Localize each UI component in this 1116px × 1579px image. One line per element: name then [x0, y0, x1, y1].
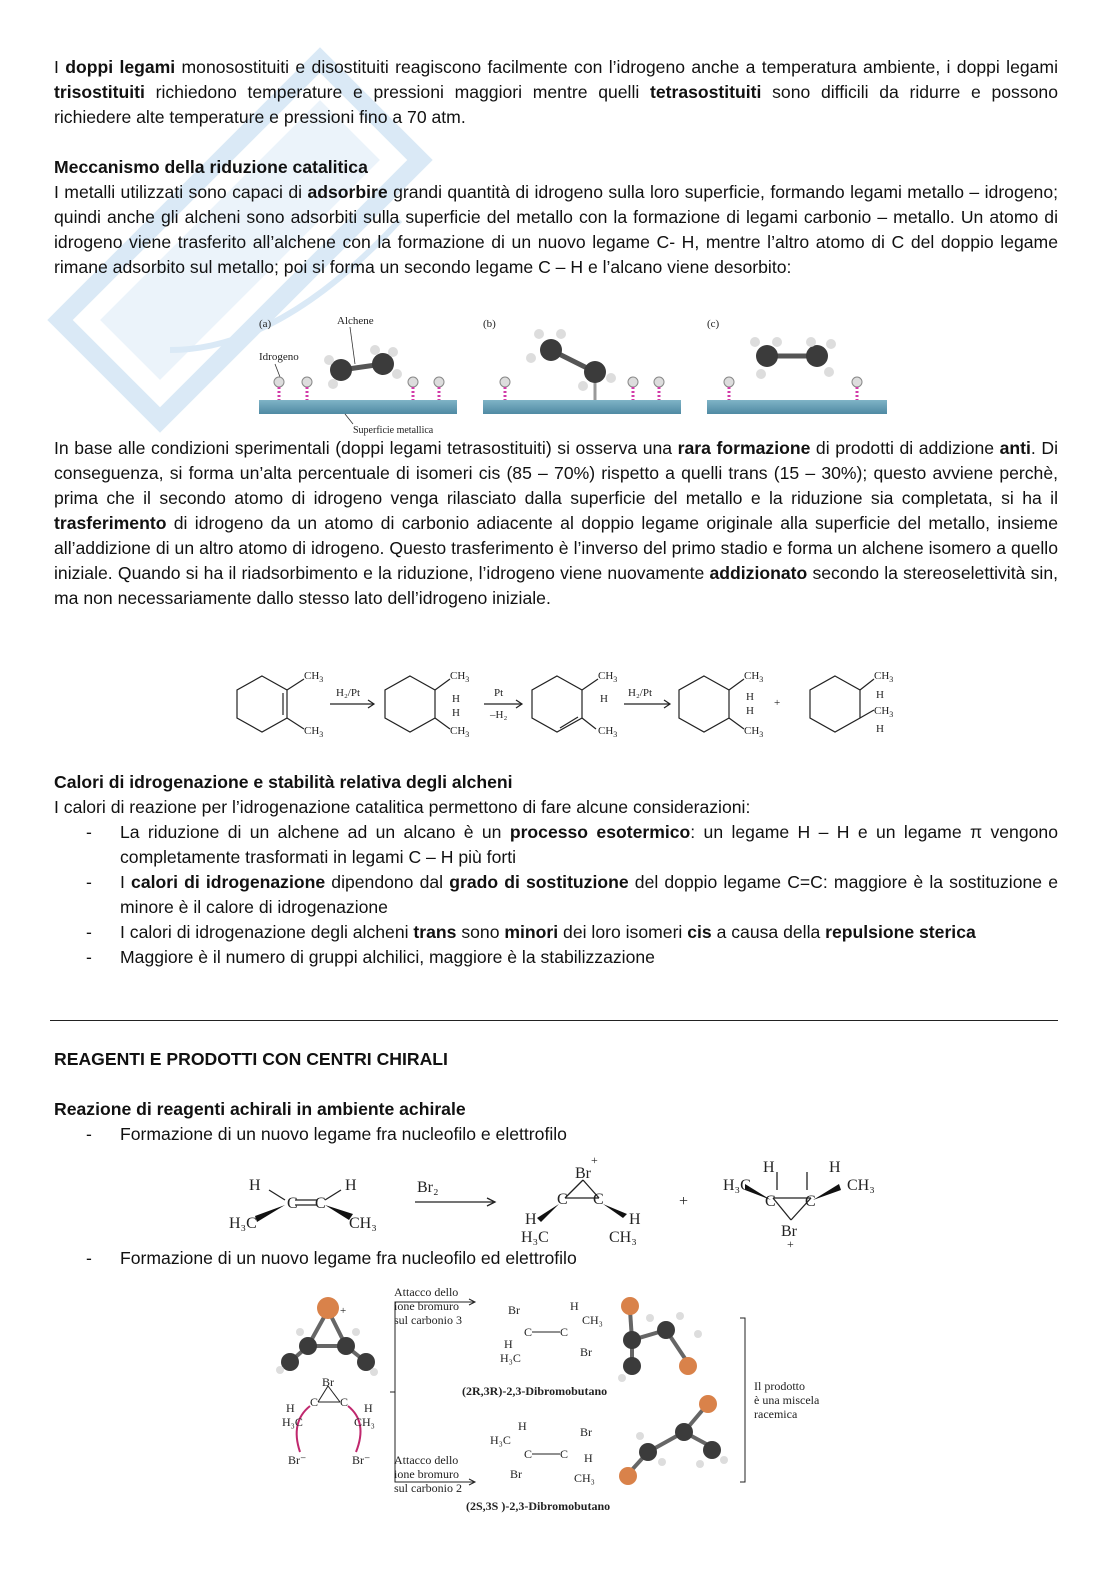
ch3-label: $CH_3$ [598, 670, 618, 684]
h-label: H [452, 707, 460, 719]
metal-surface-c [707, 400, 887, 414]
arrow2-top-label: Pt [494, 687, 504, 699]
attack2-line1: Attacco dello [394, 1453, 459, 1467]
attack2-line2: ione bromuro [394, 1467, 459, 1481]
h-label: H [876, 723, 884, 735]
atom-c: C [557, 1191, 568, 1208]
group-ch3: CH₃ [582, 1313, 603, 1327]
atom-h: H [763, 1159, 775, 1176]
product2-name: (2S,3S )-2,3-Dibromobutano [466, 1499, 611, 1513]
list-item: - I calori di idrogenazione degli alcheni trans sono minori dei loro isomeri cis a causa della repulsione sterica [86, 922, 976, 942]
atom-br: Br [580, 1345, 592, 1359]
arrow3-label: H₂/Pt [628, 687, 653, 699]
reagent-br2: Br₂ [417, 1179, 439, 1196]
chiral-list-2 [54, 1246, 1058, 1271]
atom-h: H [286, 1401, 295, 1415]
panel-label-a: (a) [259, 318, 272, 330]
metal-surface-b [483, 400, 681, 414]
ch3-label: $CH_3$ [450, 670, 470, 684]
atom-h: H [570, 1299, 579, 1313]
atom-h: H [525, 1211, 537, 1228]
group-h3c: H₃C [500, 1351, 521, 1365]
atom-c: C [310, 1395, 319, 1409]
ch3-label: $CH_3$ [304, 670, 324, 684]
group-h3c: H₃C [723, 1177, 751, 1194]
product1-model [618, 1297, 702, 1382]
atom-c: C [524, 1447, 533, 1461]
charge-plus: + [787, 1237, 794, 1251]
list-item: - Formazione di un nuovo legame fra nucleofilo e elettrofilo [86, 1124, 567, 1144]
ch3-label: $CH_3$ [598, 725, 618, 739]
charge-plus: + [591, 1153, 598, 1167]
group-ch3: CH₃ [847, 1177, 875, 1194]
panel-label-b: (b) [483, 318, 496, 330]
atom-c: C [765, 1193, 776, 1210]
atom-h: H [518, 1419, 527, 1433]
atom-br: Br [322, 1375, 334, 1389]
atom-h: H [249, 1177, 261, 1194]
list-item: - I calori di idrogenazione dipendono dal grado di sostituzione del doppio legame C=C: maggiore è la sostituzione e minore è il calore di idrogenazione [86, 872, 1058, 917]
note-line2: è una miscela [754, 1393, 820, 1407]
racemic-product-figure [270, 1282, 870, 1517]
metal-surface-a [259, 400, 457, 414]
group-h3c: H₃C [521, 1229, 549, 1246]
heats-list [54, 820, 1058, 970]
subheading-achiral: Reazione di reagenti achirali in ambiente achirale [54, 1099, 466, 1119]
bromide-ion: Br⁻ [352, 1453, 371, 1467]
h-label: H [600, 693, 608, 705]
group-h3c: H₃C [490, 1433, 511, 1447]
atom-c: C [560, 1447, 569, 1461]
model-c [724, 337, 862, 400]
ch3-label: $CH_3$ [450, 725, 470, 739]
idrogeno-label: Idrogeno [259, 351, 299, 363]
note-line1: Il prodotto [754, 1379, 805, 1393]
arrow2-bottom-label: –H₂ [490, 709, 508, 721]
atom-c: C [560, 1325, 569, 1339]
heats-intro: I calori di reazione per l’idrogenazione catalitica permettono di fare alcune considerazioni: [54, 797, 751, 817]
charge-plus: + [340, 1305, 347, 1317]
ch3-label: $CH_3$ [744, 670, 764, 684]
atom-c: C [805, 1193, 816, 1210]
h-label: H [452, 693, 460, 705]
mechanism-paragraph: I metalli utilizzati sono capaci di adsorbire grandi quantità di idrogeno sulla loro superficie, formando legami metallo – idrogeno; quindi anche gli alcheni sono adsorbiti sulla superficie del metallo con la formazione di legami carbonio – metallo. Un atomo di idrogeno viene trasferito all’alchene con la formazione di un nuovo legame C- H, mentre l’altro atomo di C del doppio legame rimane adsorbito sul metallo; poi si forma un secondo legame C – H e l’alcano viene desorbito: [54, 182, 1058, 277]
bromide-ion: Br⁻ [288, 1453, 307, 1467]
section-heading-heats: Calori di idrogenazione e stabilità relativa degli alcheni [54, 772, 513, 792]
attack3-line1: Attacco dello [394, 1285, 459, 1299]
note-line3: racemica [754, 1407, 798, 1421]
section-heading-mechanism: Meccanismo della riduzione catalitica [54, 157, 368, 177]
atom-c: C [287, 1195, 298, 1212]
group-ch3: CH₃ [574, 1471, 595, 1485]
ch3-label: $CH_3$ [874, 670, 894, 684]
list-item: - Maggiore è il numero di gruppi alchilici, maggiore è la stabilizzazione [86, 947, 655, 967]
atom-c: C [524, 1325, 533, 1339]
model-b [500, 329, 664, 400]
section-divider [50, 1020, 1058, 1021]
hydrogenation-surface-figure [255, 312, 900, 437]
atom-br: Br [575, 1165, 591, 1182]
isomerization-scheme [232, 666, 892, 741]
ch3-label: $CH_3$ [744, 725, 764, 739]
atom-br: Br [508, 1303, 520, 1317]
atom-c: C [340, 1395, 349, 1409]
atom-h: H [629, 1211, 641, 1228]
atom-h: H [504, 1337, 513, 1351]
anti-addition-paragraph: In base alle condizioni sperimentali (doppi legami tetrasostituiti) si osserva una rara formazione di prodotti di addizione anti. Di conseguenza, si forma un’alta percentuale di isomeri cis (85 – 70%) rispetto a quelli trans (15 – 30%); questo avviene perchè, prima che il secondo atomo di idrogeno venga rilasciato dalla superficie del metallo e la riduzione sia completata, si ha il trasferimento di idrogeno da un atomo di carbonio adiacente al doppio legame originale alla superficie del metallo, insieme all’addizione di un altro atomo di idrogeno. Questo trasferimento è l’inverso del primo stadio e forma un alchene isomero a quello iniziale. Quando si ha il riadsorbimento e la riduzione, l’idrogeno viene nuovamente addizionato secondo la stereoselettività sin, ma non necessariamente dallo stesso lato dell’idrogeno iniziale. [54, 438, 1059, 608]
atom-h: H [345, 1177, 357, 1194]
list-item: - La riduzione di un alchene ad un alcano è un processo esotermico: un legame H – H e un legame π vengono completamente trasformati in legami C – H più forti [86, 822, 1058, 867]
h-label: H [746, 705, 754, 717]
list-item: - Formazione di un nuovo legame fra nucleofilo ed elettrofilo [86, 1248, 577, 1268]
plus-sign: + [774, 697, 781, 709]
atom-br: Br [781, 1223, 797, 1240]
ch3-label: $CH_3$ [874, 705, 894, 719]
h-label: H [746, 691, 754, 703]
atom-c: C [315, 1195, 326, 1212]
atom-h: H [829, 1159, 841, 1176]
section-heading-chiral: REAGENTI E PRODOTTI CON CENTRI CHIRALI [54, 1049, 448, 1069]
group-ch3: CH₃ [354, 1415, 375, 1429]
chiral-list-1 [54, 1122, 1058, 1147]
attack3-line2: ione bromuro [394, 1299, 459, 1313]
h-atoms-a [274, 377, 444, 400]
bromonium-scheme [225, 1150, 895, 1250]
alkene-model-a [324, 345, 402, 389]
group-ch3: CH₃ [609, 1229, 637, 1246]
atom-h: H [364, 1401, 373, 1415]
group-ch3: CH₃ [349, 1215, 377, 1232]
bromonium-model [276, 1297, 378, 1376]
group-h3c: H₃C [282, 1415, 303, 1429]
arrow1-label: H₂/Pt [336, 687, 361, 699]
ch3-label: $CH_3$ [304, 725, 324, 739]
superficie-label: Superficie metallica [353, 425, 434, 436]
atom-h: H [584, 1451, 593, 1465]
group-h3c: H₃C [229, 1215, 257, 1232]
product2-model [619, 1395, 728, 1485]
product1-name: (2R,3R)-2,3-Dibromobutano [462, 1384, 608, 1398]
attack3-line3: sul carbonio 3 [394, 1313, 462, 1327]
atom-c: C [593, 1191, 604, 1208]
alchene-label: Alchene [337, 315, 374, 327]
attack2-line3: sul carbonio 2 [394, 1481, 462, 1495]
panel-label-c: (c) [707, 318, 720, 330]
atom-br: Br [580, 1425, 592, 1439]
intro-paragraph: I doppi legami monosostituiti e disostituiti reagiscono facilmente con l’idrogeno anche a temperatura ambiente, i doppi legami trisostituiti richiedono temperature e pressioni maggiori mentre quelli tetrasostituiti sono difficili da ridurre e possono richiedere alte temperature e pressioni fino a 70 atm. [54, 57, 1058, 127]
atom-br: Br [510, 1467, 522, 1481]
plus-sign: + [679, 1193, 689, 1210]
h-label: H [876, 689, 884, 701]
